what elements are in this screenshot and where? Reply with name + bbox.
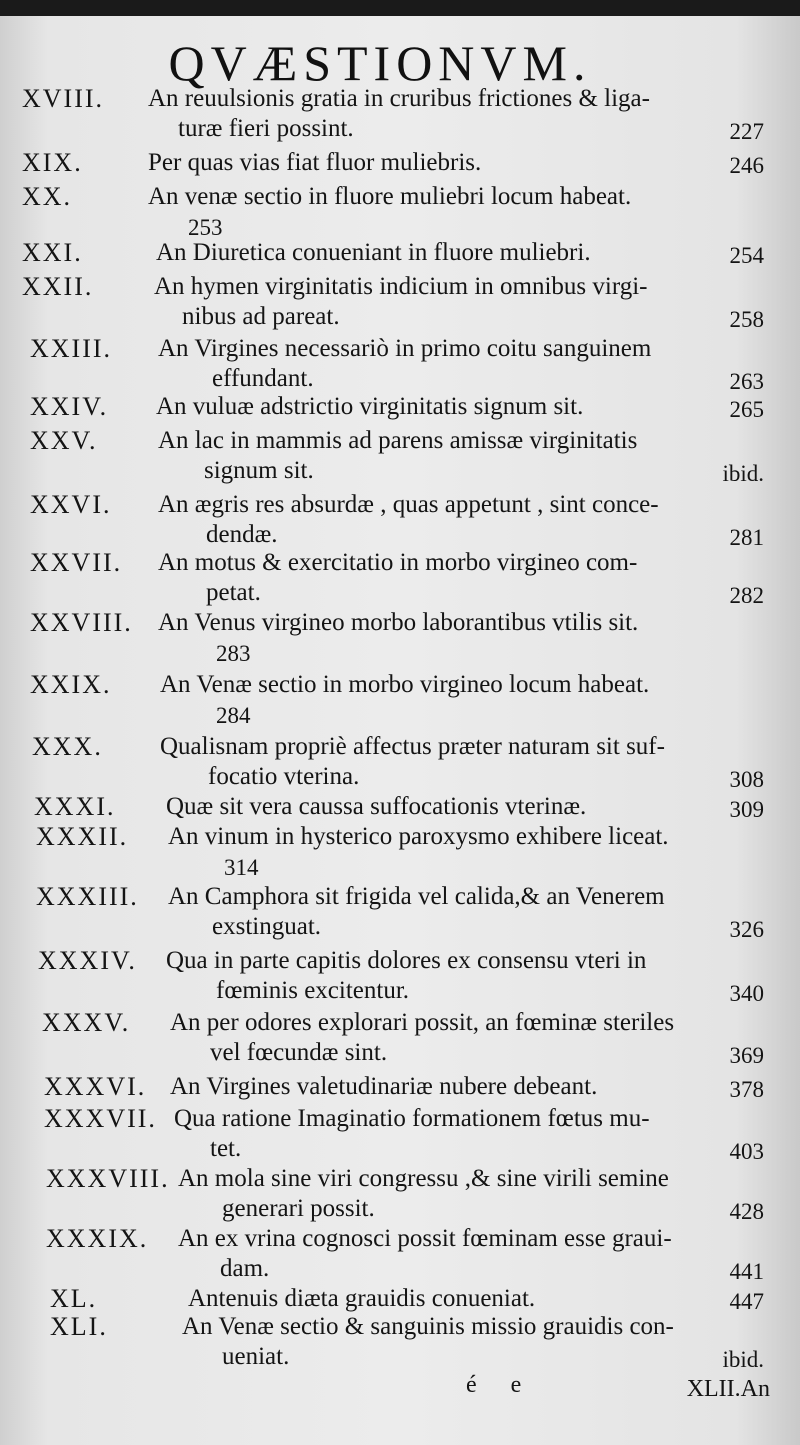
question-text-line: exstinguat. [212, 913, 322, 940]
question-text-line: An Camphora sit frigida vel calida,& an Venerem [168, 883, 665, 910]
question-text-line: An Virgines valetudinariæ nubere debeant. [170, 1073, 598, 1100]
page-reference: 258 [729, 307, 764, 332]
page-reference: 284 [216, 703, 251, 728]
question-text-line: An Venæ sectio in morbo virgineo locum habeat. [160, 671, 650, 698]
question-text-line: signum sit. [204, 457, 314, 484]
question-text-line: vel fœcundæ sint. [210, 1039, 388, 1066]
page-reference: 282 [729, 583, 764, 608]
page-reference: 254 [729, 243, 764, 268]
page-reference: 447 [729, 1289, 764, 1314]
question-text-line: dendæ. [206, 521, 278, 548]
question-number: XXXIX. [46, 1224, 149, 1253]
question-text-line: petat. [206, 579, 261, 606]
question-number: XXIX. [30, 670, 112, 699]
question-text-line: An venæ sectio in fluore muliebri locum habeat. [148, 183, 632, 210]
page-reference: 265 [729, 397, 764, 422]
question-number: XXXVIII. [46, 1164, 170, 1193]
question-text-line: dam. [220, 1255, 270, 1282]
question-text-line: effundant. [212, 365, 314, 392]
question-text-line: nibus ad pareat. [182, 303, 340, 330]
page-reference: ibid. [722, 1347, 764, 1372]
question-text-line: An ægris res absurdæ , quas appetunt , sint conce- [158, 491, 659, 518]
question-text-line: An vinum in hysterico paroxysmo exhibere liceat. [168, 823, 669, 850]
question-number: XL. [50, 1284, 98, 1313]
question-text-line: An Diuretica conueniant in fluore muliebri. [156, 239, 591, 266]
page-reference: ibid. [722, 461, 764, 486]
question-number: XXXVI. [44, 1072, 147, 1101]
question-number: XXX. [32, 732, 103, 761]
page-reference: 428 [729, 1199, 764, 1224]
question-text-line: An Virgines necessariò in primo coitu sanguinem [158, 335, 652, 362]
question-text-line: Antenuis diæta grauidis conueniat. [188, 1285, 536, 1312]
question-text-line: An per odores explorari possit, an fœminæ steriles [170, 1009, 675, 1036]
question-text-line: Qua ratione Imaginatio formationem fœtus mu- [174, 1105, 650, 1132]
question-number: XXXIV. [38, 946, 137, 975]
question-number: XXV. [30, 426, 98, 455]
page-reference: 309 [729, 797, 764, 822]
page-title: QVÆSTIONVM. [168, 35, 592, 91]
question-text-line: focatio vterina. [208, 763, 360, 790]
page-reference: 308 [729, 767, 764, 792]
question-number: XXXVII. [44, 1104, 157, 1133]
question-number: XXVI. [30, 490, 112, 519]
question-text-line: An Venæ sectio & sanguinis missio grauidis con- [182, 1313, 674, 1340]
question-number: XLI. [50, 1312, 108, 1341]
signature-mark: é e [466, 1372, 536, 1398]
question-text-line: An ex vrina cognosci possit fœminam esse graui- [178, 1225, 672, 1252]
question-number: XX. [22, 182, 73, 211]
question-text-line: An mola sine viri congressu ,& sine virili semine [178, 1165, 669, 1192]
page-reference: 253 [188, 215, 223, 240]
question-text-line: generari possit. [222, 1195, 375, 1222]
question-number: XXXII. [36, 822, 129, 851]
page-reference: 403 [729, 1139, 764, 1164]
question-number: XXXI. [34, 792, 116, 821]
question-text-line: tet. [210, 1135, 242, 1162]
question-text-line: An hymen virginitatis indicium in omnibus virgi- [154, 273, 648, 300]
question-number: XXII. [22, 272, 94, 301]
page-reference: 283 [216, 641, 251, 666]
page-reference: 263 [729, 369, 764, 394]
question-text-line: fœminis excitentur. [216, 977, 410, 1004]
page-reference: 326 [729, 917, 764, 942]
question-number: XXVII. [30, 548, 123, 577]
question-text-line: Qualisnam propriè affectus præter naturam sit suf- [160, 733, 665, 760]
question-text-line: An Venus virgineo morbo laborantibus vtilis sit. [158, 609, 639, 636]
catchword: XLII.An [686, 1376, 770, 1402]
page-reference: 246 [729, 153, 764, 178]
question-number: XXXIII. [36, 882, 139, 911]
question-text-line: An lac in mammis ad parens amissæ virginitatis [158, 427, 638, 454]
question-number: XXI. [22, 238, 83, 267]
question-number: XXIII. [30, 334, 113, 363]
question-number: XXXV. [42, 1008, 131, 1037]
question-text-line: An vuluæ adstrictio virginitatis signum sit. [156, 393, 584, 420]
page-reference: 378 [729, 1077, 764, 1102]
page-reference: 369 [729, 1043, 764, 1068]
question-text-line: An motus & exercitatio in morbo virgineo com- [158, 549, 638, 576]
page-reference: 281 [729, 525, 764, 550]
question-text-line: Qua in parte capitis dolores ex consensu vteri in [166, 947, 647, 974]
question-number: XXVIII. [30, 608, 133, 637]
question-text-line: Quæ sit vera caussa suffocationis vterinæ. [166, 793, 587, 820]
question-text-line: Per quas vias fiat fluor muliebris. [148, 149, 482, 176]
page-reference: 227 [729, 119, 764, 144]
question-number: XXIV. [30, 392, 109, 421]
question-text-line: turæ fieri possint. [178, 115, 354, 142]
question-number: XIX. [22, 148, 83, 177]
question-number: XVIII. [22, 84, 105, 113]
question-text-line: ueniat. [222, 1343, 290, 1370]
question-text-line: An reuulsionis gratia in cruribus frictiones & liga- [148, 85, 650, 112]
page-reference: 340 [729, 981, 764, 1006]
page-reference: 314 [224, 855, 259, 880]
page-reference: 441 [729, 1259, 764, 1284]
